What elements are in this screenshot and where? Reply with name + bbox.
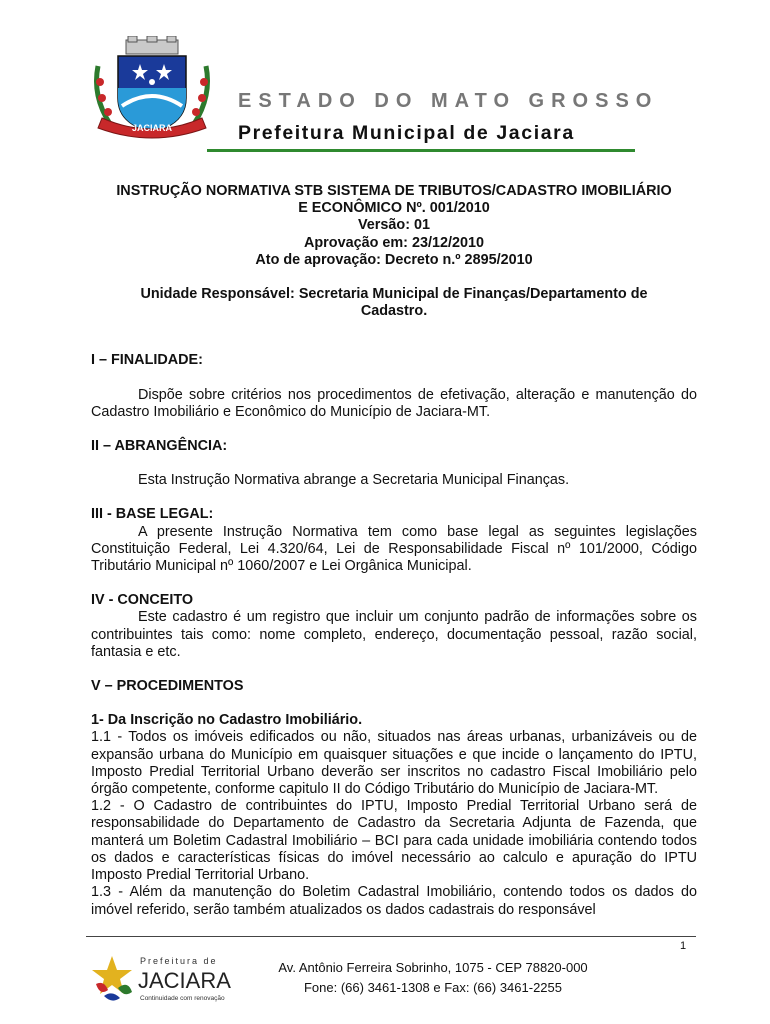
state-title: ESTADO DO MATO GROSSO	[238, 90, 659, 112]
title-line-2: E ECONÔMICO Nº. 001/2010	[298, 200, 490, 217]
version-line: Versão: 01	[357, 217, 430, 234]
document-body	[91, 183, 697, 919]
footer-divider	[86, 936, 696, 937]
jaciara-logo	[90, 950, 240, 1010]
section-procedimentos-heading: V – PROCEDIMENTOS	[91, 678, 244, 695]
paragraph-1-2: 1.2 - O Cadastro de contribuintes do IPTU, Imposto Predial Territorial Urbano será de responsabilidade do Departamento de Cadastro da Secretaria Adjunta de Fazenda, que manterá um Boletim Cadastral Imobiliário – BCI para cada unidade imobiliária contendo todos os dados e características físicas do imóvel necessário ao calculo e apuração do IPTU Imposto Predial Territorial Urbano.	[91, 798, 697, 884]
footer-contact	[258, 958, 608, 998]
section-conceito-text: Este cadastro é um registro que incluir um conjunto padrão de informações sobre os contribuintes tais como: nome completo, endereço, documentação pessoal, razão social, fantasia e etc.	[91, 609, 697, 660]
approval-date-line: Aprovação em: 23/12/2010	[304, 234, 484, 251]
footer-phone: Fone: (66) 3461-1308 e Fax: (66) 3461-2255	[303, 980, 562, 995]
logo-top-text: Prefeitura de	[140, 956, 218, 966]
header-divider	[207, 149, 635, 152]
paragraph-1-1: 1.1 - Todos os imóveis edificados ou não, situados nas áreas urbanas, urbanizáveis ou de expansão urbana do Município em quaisquer situações e que incide o lançamento do IPTU, Imposto Predial Territorial Urbano deverão ser inscritos no cadastro Fiscal Imobiliário pelo órgão competente, conforme capitulo II do Código Tributário do Município de Jaciara-MT.	[91, 729, 697, 798]
section-finalidade-heading: I – FINALIDADE:	[91, 352, 203, 369]
subsection-inscricao-heading: 1- Da Inscrição no Cadastro Imobiliário.	[91, 712, 363, 729]
section-base-legal-text: A presente Instrução Normativa tem como base legal as seguintes legislações Constituição Federal, Lei 4.320/64, Lei de Responsabilidade Fiscal nº 101/2000, Código Tributário Municipal nº 1060/2007 e Lei Orgânica Municipal.	[91, 523, 697, 575]
section-abrangencia-text: Esta Instrução Normativa abrange a Secretaria Municipal Finanças.	[138, 472, 570, 489]
section-conceito-heading: IV - CONCEITO	[91, 592, 194, 609]
footer-address: Av. Antônio Ferreira Sobrinho, 1075 - CEP 78820-000	[278, 960, 588, 975]
title-line-1: INSTRUÇÃO NORMATIVA STB SISTEMA DE TRIBUTOS/CADASTRO IMOBILIÁRIO	[116, 183, 672, 199]
responsible-unit: Unidade Responsável: Secretaria Municipal de Finanças/Departamento de Cadastro.	[140, 286, 648, 320]
section-base-legal-heading: III - BASE LEGAL:	[91, 506, 214, 523]
logo-tagline-text: Continuidade com renovação	[140, 995, 225, 1002]
section-abrangencia-heading: II – ABRANGÊNCIA:	[91, 438, 228, 455]
page-number: 1	[680, 940, 687, 952]
letterhead	[0, 0, 770, 160]
document-title-block	[91, 183, 697, 320]
city-hall-title: Prefeitura Municipal de Jaciara	[238, 122, 575, 144]
approval-act-line: Ato de aprovação: Decreto n.º 2895/2010	[255, 251, 533, 268]
municipal-coat-of-arms	[88, 36, 216, 140]
logo-name-text: JACIARA	[138, 968, 231, 993]
crest-ribbon-text: JACIARA	[131, 123, 173, 133]
paragraph-1-3: 1.3 - Além da manutenção do Boletim Cadastral Imobiliário, contendo todos os dados do imóvel referido, serão também atualizados os dados cadastrais do responsável	[91, 884, 697, 918]
section-finalidade-text: Dispõe sobre critérios nos procedimentos de efetivação, alteração e manutenção do Cadastro Imobiliário e Econômico do Município de Jaciara-MT.	[91, 386, 697, 420]
